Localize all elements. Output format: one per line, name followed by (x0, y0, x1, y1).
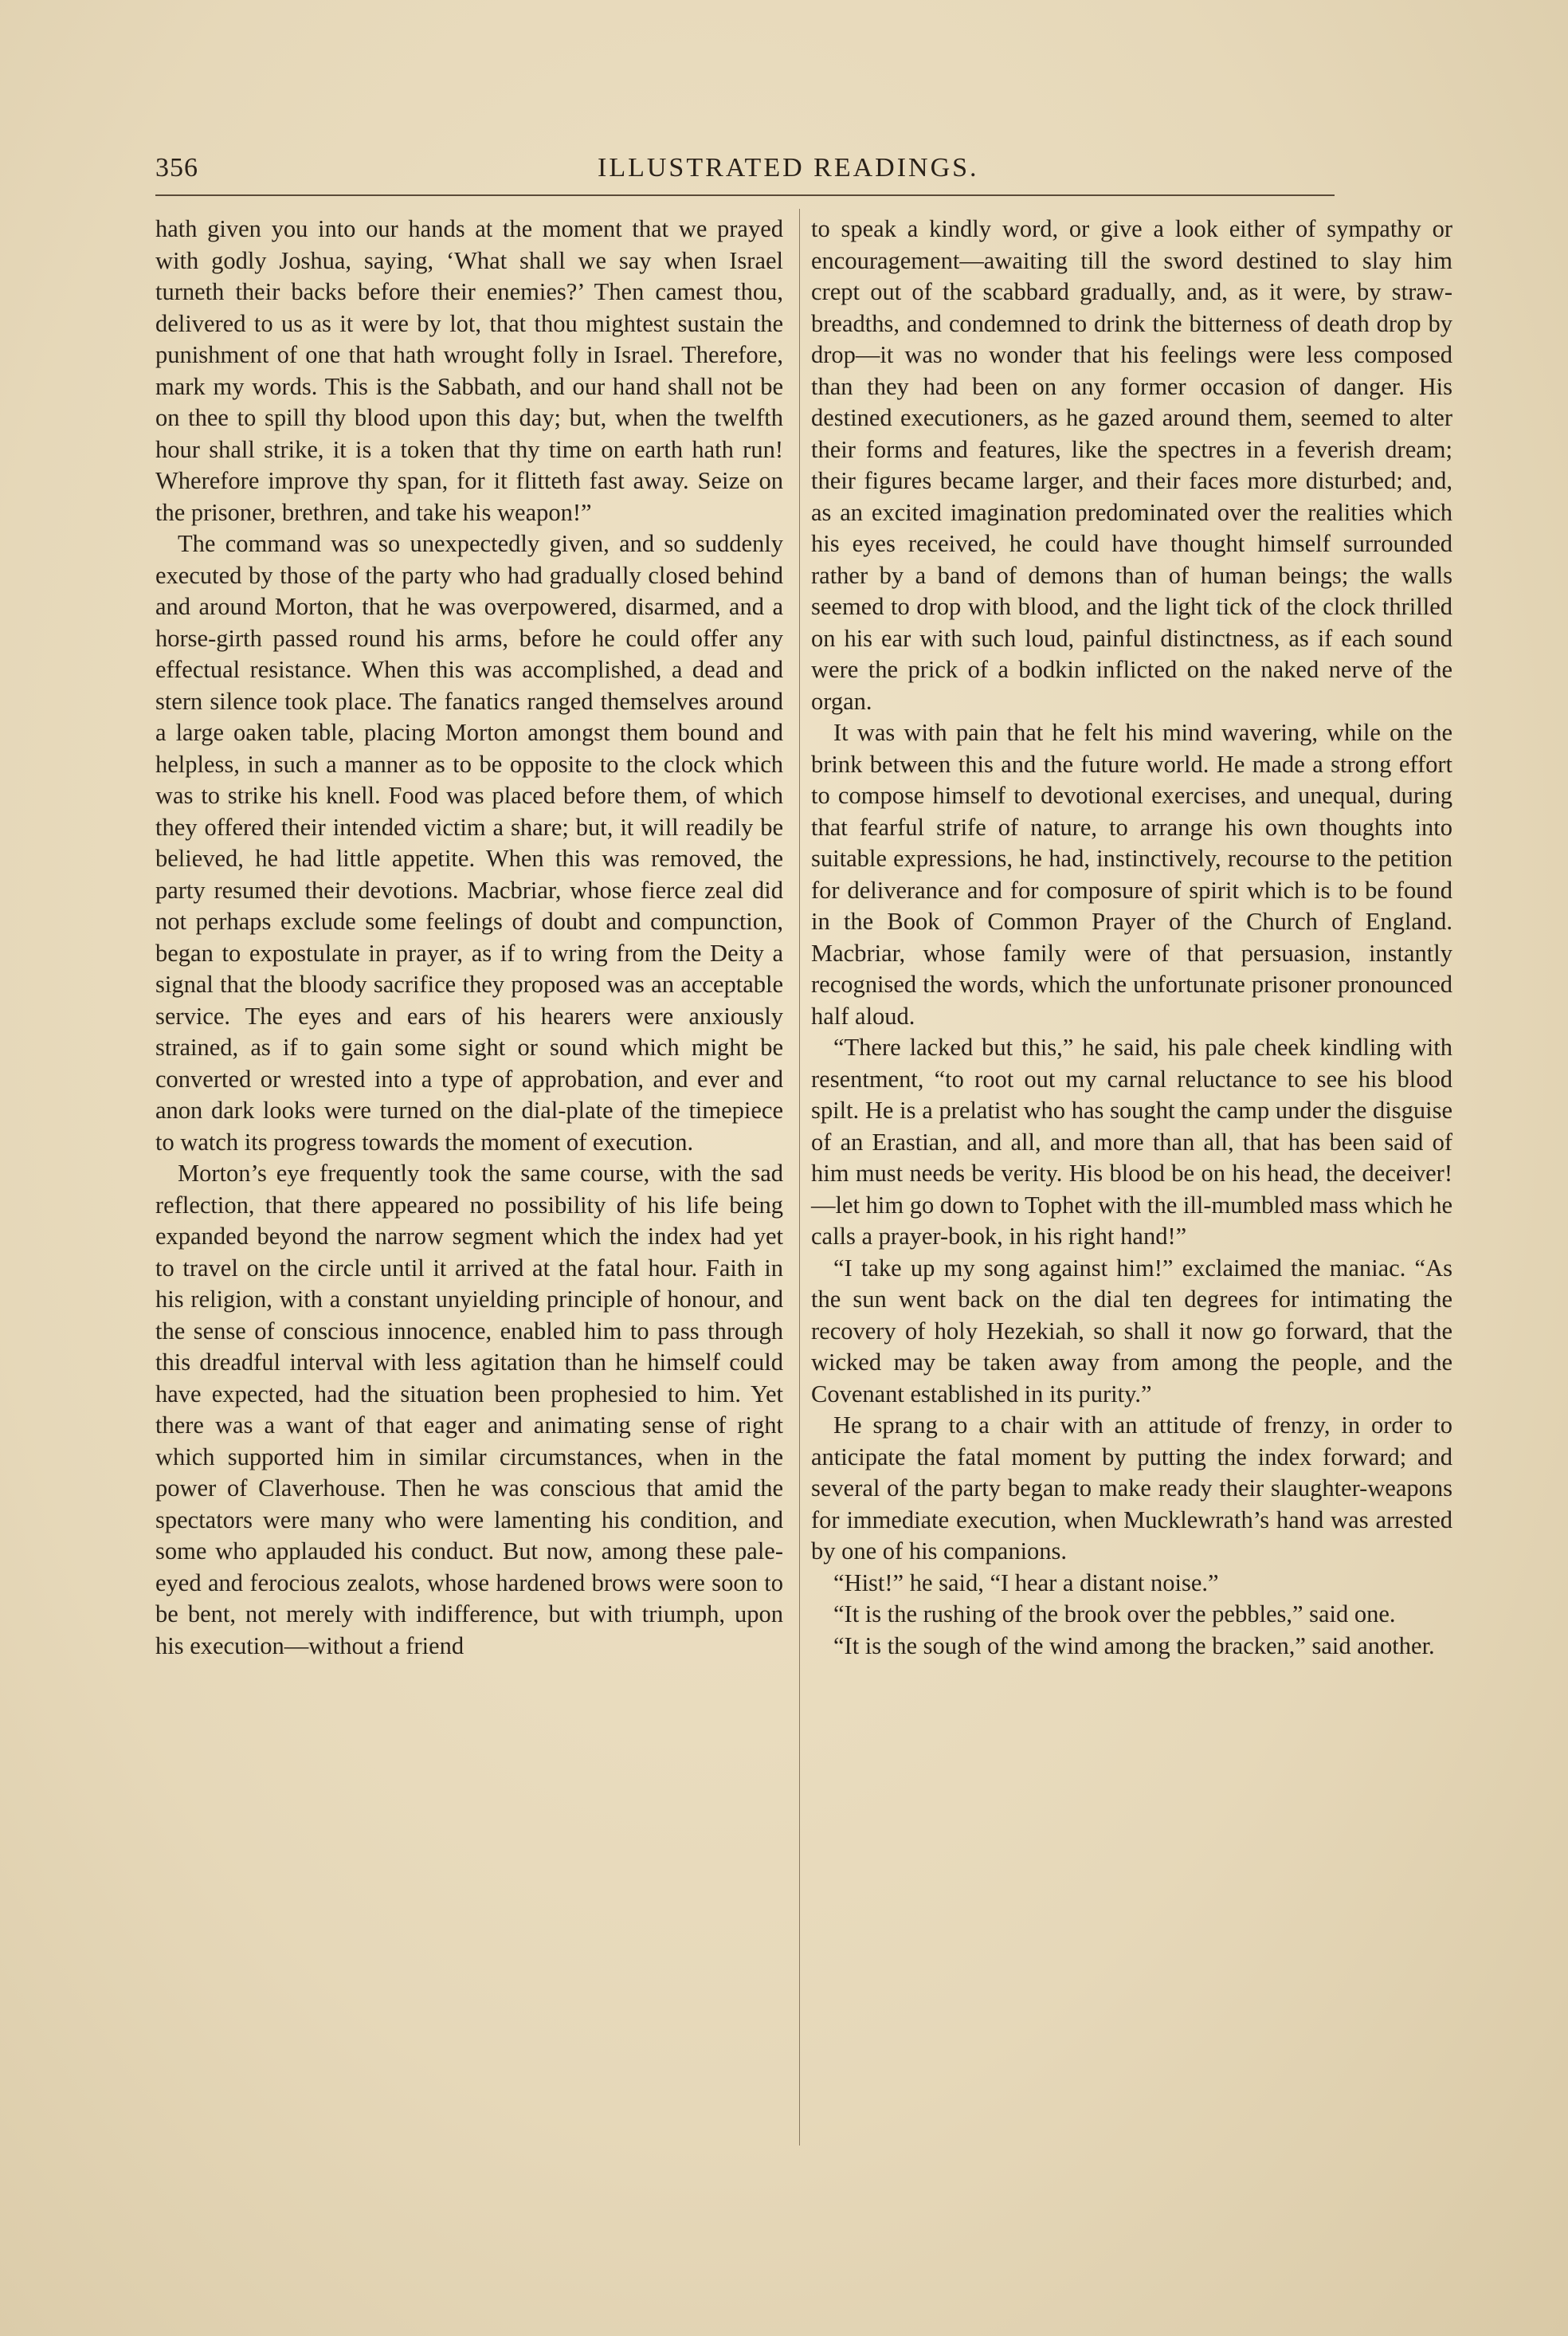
paragraph: Morton’s eye frequently took the same course, with the sad reflection, that there appeared no possibility of his life being expanded beyond the narrow segment which the index had yet to travel on the circle until it arrived at the fatal hour. Faith in his religion, with a constant unyielding principle of honour, and the sense of conscious innocence, enabled him to pass through this dreadful interval with less agitation than he himself could have expected, had the situation been prophesied to him. Yet there was a want of that eager and animating sense of right which supported him in similar circumstances, when in the power of Claverhouse. Then he was conscious that amid the spectators were many who were lamenting his condition, and some who applauded his conduct. But now, among these pale-eyed and ferocious zealots, whose hardened brows were soon to be bent, not merely with indifference, but with triumph, upon his execution—without a friend (155, 1160, 783, 1659)
paragraph: to speak a kindly word, or give a look either of sympathy or encouragement—awaiting till the sword destined to slay him crept out of the scabbard gradually, and, as it were, by straw-breadths, and condemned to drink the bitterness of death drop by drop—it was no wonder that his feelings were less composed than they had been on any former occasion of danger. His destined executioners, as he gazed around them, seemed to alter their forms and features, like the spectres in a feverish dream; their figures became larger, and their faces more disturbed; and, as an excited imagination predominated over the realities which his eyes received, he could have thought himself surrounded rather by a band of demons than of human beings; the walls seemed to drop with blood, and the light tick of the clock thrilled on his ear with such loud, painful distinctness, as if each sound were the prick of a bodkin inflicted on the naked nerve of the organ. (811, 215, 1452, 715)
column-divider (799, 209, 800, 2146)
paragraph: hath given you into our hands at the moment that we prayed with godly Joshua, saying, ‘What shall we say when Israel turneth their backs before their enemies?’ Then camest thou, delivered to us as it were by lot, that thou mightest sustain the punishment of one that hath wrought folly in Israel. Therefore, mark my words. This is the Sabbath, and our hand shall not be on thee to spill thy blood upon this day; but, when the twelfth hour shall strike, it is a token that thy time on earth hath run! Wherefore improve thy span, for it flitteth fast away. Seize on the prisoner, brethren, and take his weapon!” (155, 215, 783, 526)
paragraph: The command was so unexpectedly given, and so suddenly executed by those of the party who had gradually closed behind and around Morton, that he was overpowered, disarmed, and a horse-girth passed round his arms, before he could offer any effectual resistance. When this was accomplished, a dead and stern silence took place. The fanatics ranged themselves around a large oaken table, placing Morton amongst them bound and helpless, in such a manner as to be opposite to the clock which was to strike his knell. Food was placed before them, of which they offered their intended victim a share; but, it will readily be believed, he had little appetite. When this was removed, the party resumed their devotions. Macbriar, whose fierce zeal did not perhaps exclude some feelings of doubt and compunction, began to expostulate in prayer, as if to wring from the Deity a signal that the bloody sacrifice they proposed was an acceptable service. The eyes and ears of his hearers were anxiously strained, as if to gain some sight or sound which might be converted or wrested into a type of approbation, and ever and anon dark looks were turned on the dial-plate of the timepiece to watch its progress towards the moment of execution. (155, 530, 783, 1156)
paragraph: “There lacked but this,” he said, his pale cheek kindling with resentment, “to root out my carnal reluctance to see his blood spilt. He is a prelatist who has sought the camp under the disguise of an Erastian, and all, and more than all, that has been said of him must needs be verity. His blood be on his head, the deceiver!—let him go down to Tophet with the ill-mumbled mass which he calls a prayer-book, in his right hand!” (811, 1034, 1452, 1250)
paragraph: “I take up my song against him!” exclaimed the maniac. “As the sun went back on the dial ten degrees for intimating the recovery of holy Hezekiah, so shall it now go forward, that the wicked may be taken away from among the people, and the Covenant established in its purity.” (811, 1254, 1452, 1407)
paragraph: He sprang to a chair with an attitude of frenzy, in order to anticipate the fatal moment by putting the index forward; and several of the party began to make ready their slaughter-weapons for immediate execution, when Mucklewrath’s hand was arrested by one of his companions. (811, 1411, 1452, 1565)
paragraph: “It is the sough of the wind among the bracken,” said another. (833, 1631, 1435, 1659)
page-number: 356 (155, 153, 198, 183)
running-title: ILLUSTRATED READINGS. (598, 153, 979, 183)
right-column (811, 214, 1452, 1662)
paragraph: It was with pain that he felt his mind wavering, while on the brink between this and the future world. He made a strong effort to compose himself to devotional exercises, and unequal, during that fearful strife of nature, to arrange his own thoughts into suitable expressions, he had, instinctively, recourse to the petition for deliverance and for composure of spirit which is to be found in the Book of Common Prayer of the Church of England. Macbriar, whose family were of that persuasion, instantly recognised the words, which the unfortunate prisoner pronounced half aloud. (811, 719, 1452, 1030)
paragraph: “It is the rushing of the brook over the pebbles,” said one. (833, 1600, 1396, 1627)
left-column (155, 214, 783, 1662)
header-rule (155, 194, 1335, 196)
paragraph: “Hist!” he said, “I hear a distant noise.” (833, 1568, 1219, 1596)
page-header (155, 153, 1335, 193)
